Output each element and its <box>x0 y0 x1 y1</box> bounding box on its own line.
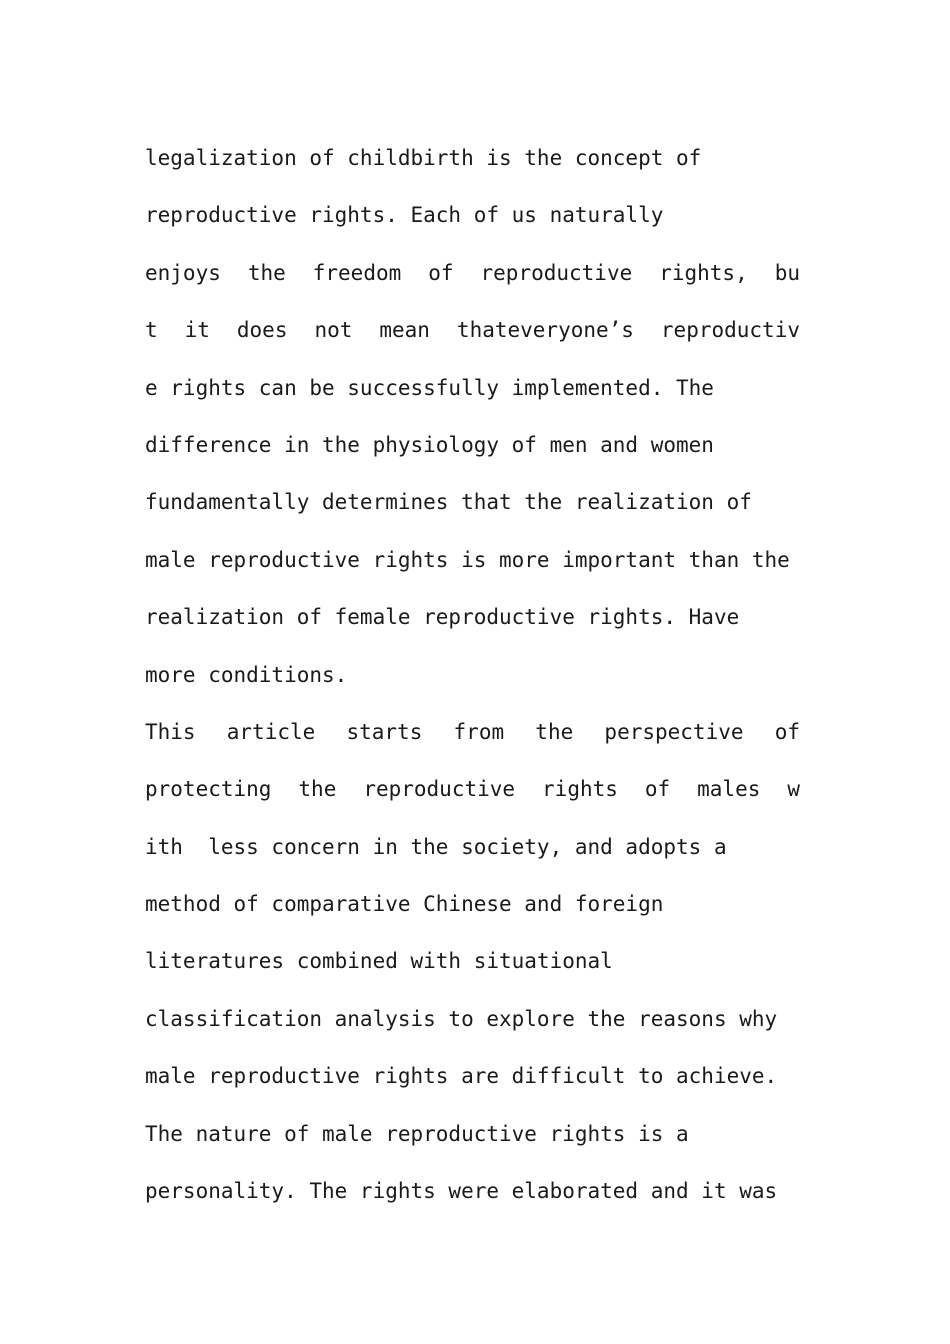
text-line: t it does not mean thateveryone’s reproductiv <box>145 318 800 343</box>
text-line: fundamentally determines that the realization of <box>145 490 752 515</box>
text-line: classification analysis to explore the reasons why <box>145 1006 778 1031</box>
text-line: enjoys the freedom of reproductive rights, bu <box>145 260 800 285</box>
text-line: reproductive rights. Each of us naturally <box>145 203 664 228</box>
text-line: difference in the physiology of men and women <box>145 432 714 457</box>
text-line: ith less concern in the society, and adopts a <box>145 834 727 859</box>
text-line: e rights can be successfully implemented. The <box>145 375 714 400</box>
text-line: method of comparative Chinese and foreign <box>145 892 664 917</box>
text-line: realization of female reproductive rights. Have <box>145 605 740 630</box>
text-line: literatures combined with situational <box>145 949 613 974</box>
text-line: legalization of childbirth is the concept of <box>145 146 702 170</box>
text-line: personality. The rights were elaborated and it was <box>145 1179 778 1204</box>
text-line: The nature of male reproductive rights is a <box>145 1121 689 1146</box>
body-text <box>145 140 800 1230</box>
text-line: male reproductive rights are difficult to achieve. <box>145 1064 778 1089</box>
text-line: This article starts from the perspective of <box>145 719 800 744</box>
text-line: more conditions. <box>145 662 348 687</box>
text-line: male reproductive rights is more important than the <box>145 547 790 572</box>
text-line: protecting the reproductive rights of males w <box>145 777 800 802</box>
